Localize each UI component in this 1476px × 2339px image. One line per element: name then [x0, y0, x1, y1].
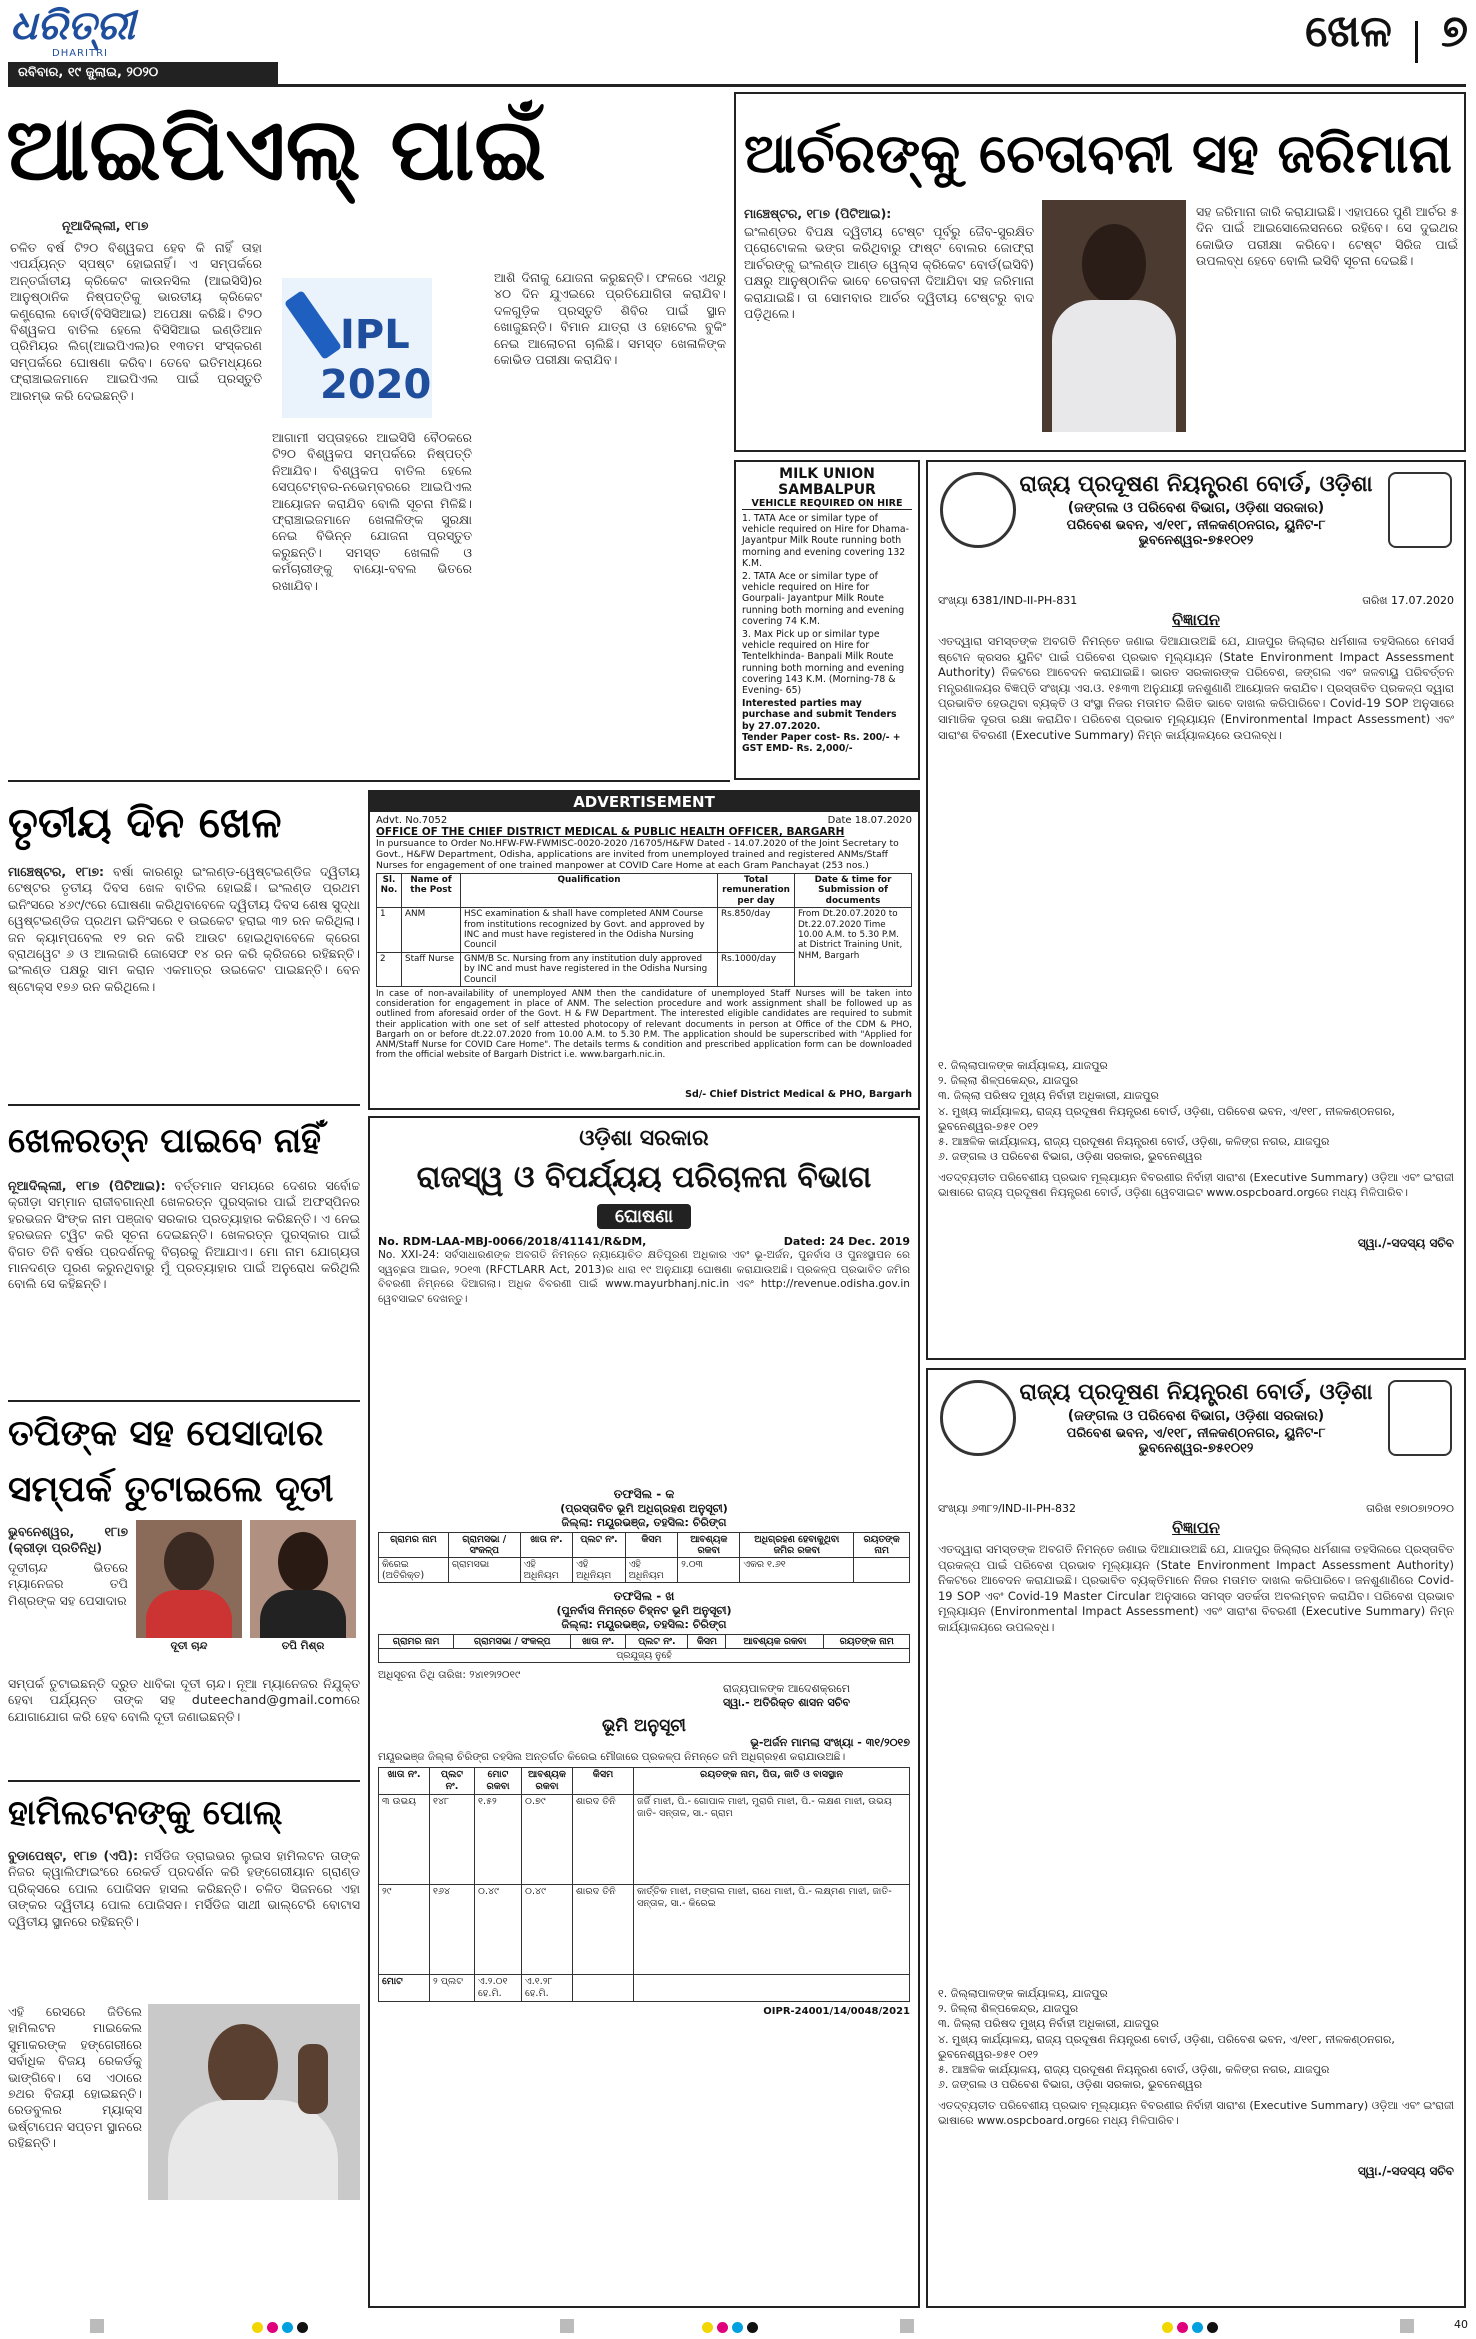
list-item: ୬. ଜଙ୍ଗଲ ଓ ପରିବେଶ ବିଭାଗ, ଓଡ଼ିଶା ସରକାର, ଭୁବନେଶ୍ୱର: [938, 2078, 1203, 2092]
pollution-ad-2-number: ସଂଖ୍ୟା ୬୩୮୨/IND-II-PH-832: [938, 1502, 1077, 1515]
revenue-dated: Dated: 24 Dec. 2019: [783, 1235, 910, 1248]
pollution-ad-2-list: [938, 1986, 1454, 2092]
dutee-dateline: ଭୁବନେଶ୍ୱର, ୧୮ା୭ (କ୍ରୀଡ଼ା ପ୍ରତିନିଧି): [8, 1524, 128, 1556]
cdmo-office: OFFICE OF THE CHIEF DISTRICT MEDICAL & PUBLIC HEALTH OFFICER, BARGARH: [376, 826, 845, 838]
masthead-rule: [8, 84, 1466, 87]
ipl-dateline: ନୂଆଦିଲ୍ଲୀ, ୧୮ା୭: [62, 218, 149, 233]
schedule-b-table: ଗ୍ରାମର ନାମ ଗ୍ରାମସଭା / ସଂକଳ୍ପ ଖାତା ନଂ. ପ୍ଲଟ ନଂ. କିସମ ଆବଶ୍ୟକ ରକବା ରୟତଙ୍କ ନାମ ପ୍ରଯୁଜ୍ୟ ନୁହେଁ: [378, 1634, 910, 1663]
milk-union-subtitle: SAMBALPUR: [778, 482, 876, 498]
revenue-oipr: OIPR-24001/14/0048/2021: [763, 2006, 910, 2017]
table-header: Qualification: [461, 874, 718, 908]
table-header: Sl. No.: [377, 874, 402, 908]
hamilton-headline: ହାମିଲଟନଙ୍କୁ ପୋଲ୍: [8, 1793, 283, 1833]
revenue-body: No. XXI-24: ସର୍ବସାଧାରଣଙ୍କ ଅବଗତି ନିମନ୍ତେ ନ୍ୟାୟୋଚିତ କ୍ଷତିପୂରଣ ଅଧିକାର ଏବଂ ଭୂ-ଅର୍ଜନ, ପୁନର୍ବାସ ଓ ପୁନଃସ୍ଥାପନ ରେ ସ୍ୱଚ୍ଛତା ଆଇନ, ୨୦୧୩ (RFCTLARR Act, 2013)ର ଧାରା ୧୯ ଅନୁଯାୟୀ ଘୋଷଣା କରାଯାଉଅଛି। ପ୍ରକଳ୍ପ ପ୍ରଭାବିତ ଜମିର ବିବରଣୀ ନିମ୍ନରେ ଦିଆଗଲା। ଅଧିକ ବିବରଣୀ ପାଇଁ www.mayurbhanj.nic.in ଏବଂ http://revenue.odisha.gov.in ୱେବସାଇଟ ଦେଖନ୍ତୁ।: [378, 1249, 910, 1305]
dutee-headline-2: ସମ୍ପର୍କ ତୁଟାଇଲେ ଦୂତୀ: [8, 1469, 334, 1510]
third-day-dateline: ମାଞ୍ଚେଷ୍ଟର, ୧୮ା୭:: [8, 864, 104, 879]
list-item: ୧. ଜିଲ୍ଲାପାଳଙ୍କ କାର୍ଯ୍ୟାଳୟ, ଯାଜପୁର: [938, 1059, 1108, 1072]
table-row: ପ୍ରଯୁଜ୍ୟ ନୁହେଁ: [379, 1649, 910, 1663]
hamilton-text: ମର୍ସିଡିଜ ଡ୍ରାଇଭର ଲୁଇସ ହାମିଲଟନ ତାଙ୍କ ନିଜର କ୍ୱାଲିଫାଇଂରେ ରେକର୍ଡ ପ୍ରଦର୍ଶନ କରି ହଙ୍ଗେରୀୟାନ ଗ୍ରାଣ୍ଡ ପ୍ରିକ୍ସରେ ପୋଲ ପୋଜିସନ ହାସଲ କରିଛନ୍ତି। ଚଳିତ ସିଜନରେ ଏହା ତାଙ୍କର ଦ୍ୱିତୀୟ ପୋଲ ପୋଜିସନ। ମର୍ସିଡିଜ ସାଥୀ ଭାଲ୍ଟେରି ବୋଟାସ ଦ୍ୱିତୀୟ ସ୍ଥାନରେ ରହିଛନ୍ତି।: [8, 1848, 360, 1929]
print-color-marks-center: [700, 2318, 820, 2334]
print-color-marks-right: [1160, 2318, 1280, 2334]
pollution-ad-1-list: [938, 1058, 1454, 1164]
pollution-ad-2-date: ତାରିଖ ୧୭ା୦୭ା୨୦୨୦: [1366, 1502, 1454, 1515]
table-header: Total remuneration per day: [718, 874, 795, 908]
tapi-caption: ତପି ମିଶ୍ର: [281, 1640, 325, 1652]
harbhajan-headline: ଖେଳରତ୍ନ ପାଇବେ ନାହିଁ: [8, 1121, 321, 1161]
cdmo-sign: Sd/- Chief District Medical & PHO, Bargarh: [685, 1089, 912, 1101]
pollution-ad-2-sign: ସ୍ୱା./-ସଦସ୍ୟ ସଚିବ: [1357, 2164, 1454, 2179]
milk-union-fee: Tender Paper cost- Rs. 200/- + GST EMD- Rs. 2,000/-: [742, 731, 901, 755]
list-item: ୬. ଜଙ୍ଗଲ ଓ ପରିବେଶ ବିଭାଗ, ଓଡ଼ିଶା ସରକାର, ଭୁବନେଶ୍ୱର: [938, 1150, 1203, 1164]
harbhajan-dateline: ନୂଆଦିଲ୍ଲୀ, ୧୮ା୭ (ପିଟିଆଇ):: [8, 1178, 166, 1193]
ipl-logo-text: IPL: [340, 312, 410, 358]
dutee-col-text: ଦୂତୀଚାନ୍ଦ ଭିତରେ ମ୍ୟାନେଜର ତପି ମିଶ୍ରଙ୍କ ସହ ପେସାଦାର: [8, 1560, 128, 1608]
schedule-b-sub: (ପୁନର୍ବାସ ନିମନ୍ତେ ଚିହ୍ନଟ ଭୂମି ଅନୁସୂଚୀ): [556, 1604, 732, 1617]
odisha-emblem-icon: [1388, 1380, 1452, 1456]
harbhajan-text: ବର୍ତ୍ତମାନ ସମୟରେ ଦେଶର ସର୍ବୋଚ୍ଚ କ୍ରୀଡ଼ା ସମ୍ମାନ ରାଜୀବଗାନ୍ଧୀ ଖେଳରତ୍ନ ପୁରସ୍କାର ପାଇଁ ଅଫସ୍ପିନର ହରଭଜନ ସିଂଙ୍କ ନାମ ପଞ୍ଜାବ ସରକାର ପ୍ରତ୍ୟାହାର କରିଛନ୍ତି। ଏ ନେଇ ହରଭଜନ ଟ୍ୱିଟ କରି ସୂଚନା ଦେଇଛନ୍ତି। ଖେଳରତ୍ନ ପୁରସ୍କାର ପାଇଁ ବିଗତ ତିନି ବର୍ଷର ପ୍ରଦର୍ଶନକୁ ବିଚାରକୁ ନିଆଯାଏ। ମୋ ନାମ ଯୋଗ୍ୟତା ମାନଦଣ୍ଡ ପୂରଣ କରୁନଥିବାରୁ ମୁଁ ପ୍ରତ୍ୟାହାର ପାଇଁ ଅନୁରୋଧ କରିଥିଲି ବୋଲି ସେ କହିଛନ୍ତି।: [8, 1178, 360, 1292]
milk-union-ad: [734, 460, 920, 780]
hamilton-body-2: ଏହି ରେସରେ ଜିତିଲେ ହାମିଲଟନ ମାଇକେଲ ସୁମାକରଙ୍କ ହଙ୍ଗେରୀରେ ସର୍ବାଧିକ ବିଜୟ ରେକର୍ଡକୁ ଭାଙ୍ଗିବେ। ସେ ଏଠାରେ ୭ଥର ବିଜୟୀ ହୋଇଛନ୍ତି। ରେଡବୁଲର ମ୍ୟାକ୍ସ ଭର୍ଷ୍ଟାପେନ ସପ୍ତମ ସ୍ଥାନରେ ରହିଛନ୍ତି।: [8, 2004, 142, 2151]
logo-subtitle: DHARITRI: [52, 48, 108, 59]
pollution-ad-2-closing: ଏତଦ୍ବ୍ୟତୀତ ପରିବେଶୀୟ ପ୍ରଭାବ ମୂଲ୍ୟାୟନ ବିବରଣୀର ନିର୍ବାହୀ ସାରାଂଶ (Executive Summary) ଓଡ଼ିଆ ଏବଂ ଇଂରାଜୀ ଭାଷାରେ www.ospcboard.orgରେ ମଧ୍ୟ ମିଳିପାରିବ।: [938, 2099, 1454, 2128]
table-row: ମୋଟ ୨ ପ୍ଲଟ ଏ.୨.୦୧ ହେ.ମି. ଏ.୧.୨୮ ହେ.ମି.: [379, 1975, 910, 2002]
archer-photo: [1042, 200, 1186, 432]
table-header: Name of the Post: [402, 874, 461, 908]
harbhajan-rule: [8, 1400, 360, 1402]
pollution-ad-1-closing: ଏତଦ୍ବ୍ୟତୀତ ପରିବେଶୀୟ ପ୍ରଭାବ ମୂଲ୍ୟାୟନ ବିବରଣୀର ନିର୍ବାହୀ ସାରାଂଶ (Executive Summary) ଓଡ଼ିଆ ଏବଂ ଇଂରାଜୀ ଭାଷାରେ ରାଜ୍ୟ ପ୍ରଦୂଷଣ ନିୟନ୍ତ୍ରଣ ବୋର୍ଡ, ଓଡ଼ିଶା ୱେବସାଇଟ www.ospcboard.orgରେ ମଧ୍ୟ ମିଳିପାରିବ।: [938, 1171, 1454, 1200]
archer-body-col2: ସହ ଜରିମାନା ଜାରି କରାଯାଇଛି। ଏହାପରେ ପୁଣି ଆର୍ଚର ୫ ଦିନ ପାଇଁ ଆଇସୋଲେସନରେ ରହିବେ। ସେ ଦୁଇଥର କୋଭିଡ ପରୀକ୍ଷା କରିବେ। ଟେଷ୍ଟ ସିରିଜ ପାଇଁ ଉପଲବ୍ଧ ହେବେ ବୋଲି ଇସିବି ସୂଚନା ଦେଇଛି।: [1196, 204, 1458, 269]
pollution-ad-2-title: ରାଜ୍ୟ ପ୍ରଦୂଷଣ ନିୟନ୍ତ୍ରଣ ବୋର୍ଡ, ଓଡ଼ିଶା: [1019, 1380, 1373, 1405]
schedule-a-sub: (ପ୍ରସ୍ତାବିତ ଭୂମି ଅଧିଗ୍ରହଣ ଅନୁସୂଚୀ): [560, 1502, 728, 1515]
footer-page-number: 40: [1454, 2318, 1468, 2331]
pollution-ad-2-body: ଏତଦ୍ୱାରା ସମସ୍ତଙ୍କ ଅବଗତି ନିମନ୍ତେ ଜଣାଇ ଦିଆଯାଉଅଛି ଯେ, ଯାଜପୁର ଜିଲ୍ଲାର ଧର୍ମଶାଳା ତହସିଲରେ ପ୍ରସ୍ତାବିତ ପ୍ରକଳ୍ପ ପାଇଁ ପରିବେଶ ପ୍ରଭାବ ମୂଲ୍ୟାୟନ (State Environment Impact Assessment Authority) ନିକଟରେ ଆବେଦନ କରାଯାଇଛି। ପ୍ରଭାବିତ ବ୍ୟକ୍ତିମାନେ ନିଜର ମତାମତ ଦାଖଲ କରିପାରିବେ। ଜନଶୁଣାଣିରେ Covid-19 SOP ଏବଂ Covid-19 Master Circular ଅନୁସାରେ ସମସ୍ତ ସତର୍କତା ଅବଲମ୍ବନ କରାଯିବ। ପରିବେଶ ପ୍ରଭାବ ମୂଲ୍ୟାୟନ (Environmental Impact Assessment) ଏବଂ ସାରାଂଶ ବିବରଣୀ (Executive Summary) ନିମ୍ନ କାର୍ଯ୍ୟାଳୟରେ ଉପଲବ୍ଧ।: [938, 1542, 1454, 1634]
cdmo-date: Date 18.07.2020: [827, 815, 912, 826]
table-row: ୩ ଉଭୟ ୧୪୮ ୧.୫୨ ୦.୭୯ ଶାରଦ ତିନି ଜର୍ଜି ମାଝୀ, ପି.- ଗୋପାଳ ମାଝୀ, ମୁରାରି ମାଝୀ, ପି.- ଲକ୍ଷଣ ମାଝୀ, ଉଭୟ ଜାତି- ସନ୍ତାଳ, ସା.- ଗ୍ରାମ: [379, 1795, 910, 1885]
revenue-order-by: ରାଜ୍ୟପାଳଙ୍କ ଆଦେଶକ୍ରମେ: [723, 1682, 850, 1695]
schedule-b-dist: ଜିଲ୍ଲା: ମୟୂରଭଞ୍ଜ, ତହସିଲ: ଚିରିଙ୍ଗ: [561, 1618, 727, 1631]
pollution-ad-1-number: ସଂଖ୍ୟା 6381/IND-II-PH-831: [938, 594, 1078, 607]
milk-union-tagline: VEHICLE REQUIRED ON HIRE: [742, 498, 912, 510]
logo-text: ଧରିତ୍ରୀ: [10, 3, 135, 49]
pollution-ad-1-sign: ସ୍ୱା./-ସଦସ୍ୟ ସଚିବ: [1357, 1236, 1454, 1251]
cdmo-banner: ADVERTISEMENT: [370, 792, 918, 812]
pollution-ad-2-address: ପରିବେଶ ଭବନ, ଏ/୧୧୮, ନୀଳକଣ୍ଠନଗର, ୟୁନିଟ-୮: [1066, 1426, 1326, 1441]
pollution-ad-1-subtitle: (ଜଙ୍ଗଲ ଓ ପରିବେଶ ବିଭାଗ, ଓଡ଼ିଶା ସରକାର): [1067, 500, 1325, 516]
cricket-bat-icon: [284, 290, 342, 360]
odisha-emblem-icon: [1388, 472, 1452, 548]
list-item: ୫. ଆଞ୍ଚଳିକ କାର୍ଯ୍ୟାଳୟ, ରାଜ୍ୟ ପ୍ରଦୂଷଣ ନିୟନ୍ତ୍ରଣ ବୋର୍ଡ, ଓଡ଼ିଶା, କଳିଙ୍ଗ ନଗର, ଯାଜପୁର: [938, 1135, 1330, 1149]
revenue-signatory: ସ୍ୱା.- ଅତିରିକ୍ତ ଶାସନ ସଚିବ: [723, 1696, 850, 1709]
list-item: ୪. ମୁଖ୍ୟ କାର୍ଯ୍ୟାଳୟ, ରାଜ୍ୟ ପ୍ରଦୂଷଣ ନିୟନ୍ତ୍ରଣ ବୋର୍ଡ, ଓଡ଼ିଶା, ପରିବେଶ ଭବନ, ଏ/୧୧୮, ନୀଳକଣ୍ଠନଗର, ଭୁବନେଶ୍ୱର-୭୫୧ ୦୧୨: [938, 2032, 1395, 2061]
schedule-a-title: ତଫସିଲ - କ: [613, 1487, 675, 1501]
page-number: ୭: [1441, 6, 1468, 57]
archer-dateline: ମାଞ୍ଚେଷ୍ଟର, ୧୮ା୭ (ପିଟିଆଇ):: [744, 206, 892, 221]
pollution-ad-2: [926, 1368, 1466, 2308]
list-item: ୨. ଜିଲ୍ଲା ଶିଳ୍ପକେନ୍ଦ୍ର, ଯାଜପୁର: [938, 2002, 1079, 2016]
table-row: କିରେଇ (ଅତିରିକ୍ତ) ଗ୍ରାମସଭା ଏହି ଅଧିନିୟମ ଏହି ଅଧିନିୟମ ଏହି ଅଧିନିୟମ ୨.୦୩ ଏକର ୧.୬୧: [379, 1558, 910, 1583]
print-gray-mark: [90, 2319, 104, 2333]
list-item: ୪. ମୁଖ୍ୟ କାର୍ଯ୍ୟାଳୟ, ରାଜ୍ୟ ପ୍ରଦୂଷଣ ନିୟନ୍ତ୍ରଣ ବୋର୍ଡ, ଓଡ଼ିଶା, ପରିବେଶ ଭବନ, ଏ/୧୧୮, ନୀଳକଣ୍ଠନଗର, ଭୁବନେଶ୍ୱର-୭୫୧ ୦୧୨: [938, 1104, 1395, 1133]
list-item: ୫. ଆଞ୍ଚଳିକ କାର୍ଯ୍ୟାଳୟ, ରାଜ୍ୟ ପ୍ରଦୂଷଣ ନିୟନ୍ତ୍ରଣ ବୋର୍ଡ, ଓଡ଼ିଶା, କଳିଙ୍ଗ ନଗର, ଯାଜପୁର: [938, 2063, 1330, 2077]
dutee-rule: [8, 1780, 360, 1782]
milk-union-footer: Interested parties may purchase and submit Tenders by 27.07.2020.: [742, 698, 897, 732]
cdmo-footer-text: In case of non-availability of unemployed ANM then the candidature of unemployed Staff Nurses will be taken into consideration for engagement in place of ANM. The selection procedure and work assignment shall be followed up as outlined from aforesaid order of the Govt. H & FW Department. The interested eligible candidates are required to submit their application with one set of self attested photocopy of relevant documents in person at Office of the CDM & PHO, Bargarh on or before dt.22.07.2020 from 10.00 A.M. to 5.30 P.M. The application should be superscribed with "Applied for ANM/Staff Nurse for COVID Care Home". The details terms & condition and prescribed application form can be downloaded from the official website of Bargarh District i.e. www.bargarh.nic.in.: [376, 989, 912, 1061]
cdmo-table: [376, 873, 912, 987]
land-table: ଖାତା ନଂ. ପ୍ଲଟ ନଂ. ମୋଟ ରକବା ଆବଶ୍ୟକ ରକବା କିସମ ରୟତଙ୍କ ନାମ, ପିତା, ଜାତି ଓ ବାସସ୍ଥାନ ୩ ଉଭୟ ୧୪୮ ୧.୫୨ ୦.୭୯ ଶାରଦ ତିନି ଜର୍ଜି ମାଝୀ, ପି.- ଗୋପାଳ ମାଝୀ, ମୁରାରି ମାଝୀ, ପି.- ଲକ୍ଷଣ ମାଝୀ, ଉଭୟ ଜାତି- ସନ୍ତାଳ, ସା.- ଗ୍ରାମ ୨୯ ୧୬୪ ୦.୪୯ ୦.୪୯ ଶାରଦ ତିନି କାର୍ତ୍ତିକ ମାଝୀ, ମଙ୍ଗଲ ମାଝୀ, ରାଧେ ମାଝୀ, ପି.- ଲକ୍ଷ୍ମଣ ମାଝୀ, ଜାତି- ସନ୍ତାଳ, ସା.- କିରେଇ ମୋଟ ୨ ପ୍ଲଟ ଏ.୨.୦୧ ହେ.ମି. ଏ.୧.୨୮ ହେ.ମି.: [378, 1767, 910, 2002]
revenue-dept: ରାଜସ୍ୱ ଓ ବିପର୍ଯ୍ୟୟ ପରିଚାଳନା ବିଭାଗ: [416, 1160, 872, 1195]
ipl-headline: ଆଇପିଏଲ୍ ପାଇଁ: [6, 100, 546, 200]
pollution-ad-1-city: ଭୁବନେଶ୍ୱର-୭୫୧୦୧୨: [1138, 533, 1254, 548]
harbhajan-body: [8, 1178, 360, 1398]
revenue-ref-no: No. RDM-LAA-MBJ-0066/2018/41141/R&DM,: [378, 1235, 647, 1248]
list-item: ୩. ଜିଲ୍ଲା ପରିଷଦ ମୁଖ୍ୟ ନିର୍ବାହୀ ଅଧିକାରୀ, ଯାଜପୁର: [938, 1089, 1159, 1103]
print-gray-mark: [560, 2319, 574, 2333]
dutee-headline-1: ତପିଙ୍କ ସହ ପେସାଦାର: [8, 1413, 324, 1454]
archer-headline: ଆର୍ଚରଙ୍କୁ ଚେତାବନୀ ସହ ଜରିମାନା: [744, 122, 1452, 185]
hamilton-body: [8, 1848, 360, 1998]
milk-union-item-2: 2. TATA Ace or similar type of vehicle required on Hire for Gourpali- Jayantpur Milk Route running both morning and evening covering 74 K.M.: [742, 571, 905, 627]
third-day-rule: [8, 1104, 360, 1106]
list-item: ୧. ଜିଲ୍ଲାପାଳଙ୍କ କାର୍ଯ୍ୟାଳୟ, ଯାଜପୁର: [938, 1987, 1108, 2000]
pollution-ad-1: [926, 460, 1466, 1360]
third-day-headline: ତୃତୀୟ ଦିନ ଖେଳ: [8, 798, 282, 847]
dutee-photo: [136, 1520, 242, 1638]
ipl-logo-year: 2020: [320, 362, 432, 408]
table-row: ୨୯ ୧୬୪ ୦.୪୯ ୦.୪୯ ଶାରଦ ତିନି କାର୍ତ୍ତିକ ମାଝୀ, ମଙ୍ଗଲ ମାଝୀ, ରାଧେ ମାଝୀ, ପି.- ଲକ୍ଷ୍ମଣ ମାଝୀ, ଜାତି- ସନ୍ତାଳ, ସା.- କିରେଇ: [379, 1885, 910, 1975]
pollution-ad-1-date: ତାରିଖ 17.07.2020: [1362, 594, 1454, 607]
schedule-a-table: ଗ୍ରାମର ନାମ ଗ୍ରାମସଭା / ସଂକଳ୍ପ ଖାତା ନଂ. ପ୍ଲଟ ନଂ. କିସମ ଆବଶ୍ୟକ ରକବା ଅଧିଗ୍ରହଣ ହେବାକୁଥିବା ଜମିର ରକବା ରୟତଙ୍କ ନାମ କିରେଇ (ଅତିରିକ୍ତ) ଗ୍ରାମସଭା ଏହି ଅଧିନିୟମ ଏହି ଅଧିନିୟମ ଏହି ଅଧିନିୟମ ୨.୦୩ ଏକର ୧.୬୧: [378, 1532, 910, 1583]
revenue-banner: ଘୋଷଣା: [597, 1204, 691, 1229]
ipl-body-col1: ଚଳିତ ବର୍ଷ ଟି୨୦ ବିଶ୍ୱକପ ହେବ କି ନାହିଁ ତାହା ଏପର୍ଯ୍ୟନ୍ତ ସ୍ପଷ୍ଟ ହୋଇନାହିଁ। ଏ ସମ୍ପର୍କରେ ଅନ୍ତର୍ଜାତୀୟ କ୍ରିକେଟ କାଉନସିଲ (ଆଇସିସି)ର ଆନୁଷ୍ଠାନିକ ନିଷ୍ପତ୍ତିକୁ ଭାରତୀୟ କ୍ରିକେଟ କଣ୍ଟ୍ରୋଲ ବୋର୍ଡ(ବିସିସିଆଇ) ଅପେକ୍ଷା କରିଛି। ଟି୨୦ ବିଶ୍ୱକପ ବାତିଲ ହେଲେ ବିସିସିଆଇ ଇଣ୍ଡିଆନ ପ୍ରିମିୟର ଲିଗ୍(ଆଇପିଏଲ)ର ୧୩ତମ ସଂସ୍କରଣ ସମ୍ପର୍କରେ ଘୋଷଣା କରିବ। ତେବେ ଇତିମଧ୍ୟରେ ଫ୍ରାଞ୍ଚାଇଜମାନେ ଆଇପିଏଲ ପାଇଁ ପ୍ରସ୍ତୁତି ଆରମ୍ଭ କରି ଦେଇଛନ୍ତି।: [10, 240, 262, 403]
cdmo-intro: In pursuance to Order No.HFW-FW-FWMISC-0020-2020 /16705/H&FW Dated - 14.07.2020 of the Joint Secretary to Govt., H&FW Department, Odisha, applications are invited from unemployed trained and registered ANMs/Staff Nurses for engagement of one trained manpower at COVID Care Home at each Gram Panchayat (253 nos.): [376, 838, 899, 871]
pollution-ad-1-address: ପରିବେଶ ଭବନ, ଏ/୧୧୮, ନୀଳକଣ୍ଠନଗର, ୟୁନିଟ-୮: [1066, 518, 1326, 533]
milk-union-item-3: 3. Max Pick up or similar type vehicle required on Hire for Tentelkhinda- Banpali Milk Route running both morning and evening covering 143 K.M. (Morning-78 & Evening- 65): [742, 629, 905, 697]
cdmo-advt-no: Advt. No.7052: [376, 815, 448, 826]
section-name: ଖେଳ: [1305, 6, 1392, 57]
dutee-caption: ଦୂତୀ ଚାନ୍ଦ: [170, 1640, 208, 1652]
print-gray-mark: [900, 2319, 914, 2333]
board-emblem-icon: [940, 472, 1016, 548]
milk-union-title: MILK UNION: [779, 466, 875, 482]
milk-union-item-1: 1. TATA Ace or similar type of vehicle required on Hire for Dhama- Jayantpur Milk Route running both morning and evening covering 132 K.M.: [742, 513, 909, 569]
archer-body-col1: ଇଂଲଣ୍ଡର ବିପକ୍ଷ ଦ୍ୱିତୀୟ ଟେଷ୍ଟ ପୂର୍ବରୁ ଜୈବ-ସୁରକ୍ଷିତ ପ୍ରୋଟୋକଲ ଭଙ୍ଗ କରିଥିବାରୁ ଫାଷ୍ଟ ବୋଲର ଜୋଫ୍ରା ଆର୍ଚରଙ୍କୁ ଇଂଲଣ୍ଡ ଆଣ୍ଡ ୱେଲ୍ସ କ୍ରିକେଟ ବୋର୍ଡ(ଇସିବି) ପକ୍ଷରୁ ଆନୁଷ୍ଠାନିକ ଭାବେ ଚେତାବନୀ ଦିଆଯିବା ସହ ଜରିମାନା କରାଯାଇଛି। ତା ସୋମବାର ଆର୍ଚର ଦ୍ୱିତୀୟ ଟେଷ୍ଟରୁ ବାଦ ପଡ଼ିଥିଲେ।: [744, 224, 1034, 322]
masthead-logo: [10, 4, 160, 60]
revenue-govt: ଓଡ଼ିଶା ସରକାର: [579, 1126, 709, 1151]
table-header: Date & time for Submission of documents: [795, 874, 912, 908]
land-title: ଭୂମି ଅନୁସୂଚୀ: [601, 1716, 687, 1736]
list-item: ୨. ଜିଲ୍ଲା ଶିଳ୍ପକେନ୍ଦ୍ର, ଯାଜପୁର: [938, 1074, 1079, 1088]
board-emblem-icon: [940, 1380, 1016, 1456]
dutee-body: ସମ୍ପର୍କ ତୁଟାଇଛନ୍ତି ଦ୍ରୁତ ଧାବିକା ଦୂତୀ ଚାନ୍ଦ। ନୂଆ ମ୍ୟାନେଜର ନିଯୁକ୍ତ ହେବା ପର୍ଯ୍ୟନ୍ତ ତାଙ୍କ ସହ duteechand@gmail.comରେ ଯୋଗାଯୋଗ କରି ହେବ ବୋଲି ଦୂତୀ ଜଣାଇଛନ୍ତି।: [8, 1676, 360, 1724]
schedule-a-dist: ଜିଲ୍ଲା: ମୟୂରଭଞ୍ଜ, ତହସିଲ: ଚିରିଙ୍ଗ: [561, 1516, 727, 1529]
print-gray-mark: [1400, 2319, 1414, 2333]
third-day-text: ବର୍ଷା କାରଣରୁ ଇଂଲଣ୍ଡ-ୱେଷ୍ଟଇଣ୍ଡିଜ ଦ୍ୱିତୀୟ ଟେଷ୍ଟର ତୃତୀୟ ଦିବସ ଖେଳ ବାତିଲ ହୋଇଛି। ଇଂଲଣ୍ଡ ପ୍ରଥମ ଇନିଂସରେ ୪୬୯/୯ରେ ଘୋଷଣା କରିଥିବାବେଳେ ଦ୍ୱିତୀୟ ଦିବସ ଶେଷ ସୁଦ୍ଧା ୱେଷ୍ଟଇଣ୍ଡିଜ ପ୍ରଥମ ଇନିଂସରେ ୧ ଉଇକେଟ ହରାଇ ୩୨ ରନ କରିଥିଲା। ଜନ କ୍ୟାମ୍ପବେଲ ୧୨ ରନ କରି ଆଉଟ ହୋଇଥିବାବେଳେ କ୍ରେଗ ବ୍ରାଥୱେଟ ୬ ଓ ଆଲଜାରି ଜୋସେଫ ୧୪ ରନ କରି କ୍ରିଜରେ ରହିଛନ୍ତି। ଇଂଲଣ୍ଡ ପକ୍ଷରୁ ସାମ କରାନ ଏକମାତ୍ର ଉଇକେଟ ପାଇଛନ୍ତି। ବେନ ଷ୍ଟୋକ୍ସ ୧୭୬ ରନ କରିଥିଲେ।: [8, 864, 360, 994]
revenue-ad: [368, 1116, 920, 2308]
ipl-body-col3: ଆଶି ଦିନାକୁ ଯୋଜନା କରୁଛନ୍ତି। ଫଳରେ ଏଥରୁ ୪୦ ଦିନ ଯୁଏଇରେ ପ୍ରତିଯୋଗିତା କରାଯିବ। ଦଳଗୁଡ଼ିକ ପ୍ରସ୍ତୁତି ଶିବିର ପାଇଁ ସ୍ଥାନ ଖୋଜୁଛନ୍ତି। ବିମାନ ଯାତ୍ରା ଓ ହୋଟେଲ ବୁକିଂ ନେଇ ଆଲୋଚନା ଚାଲିଛି। ସମସ୍ତ ଖେଳାଳିଙ୍କ କୋଭିଡ ପରୀକ୍ଷା କରାଯିବ।: [494, 270, 726, 368]
land-intro: ମୟୂରଭଞ୍ଜ ଜିଲ୍ଲା ଚିରିଙ୍ଗ ତହସିଲ ଅନ୍ତର୍ଗତ କିରେଇ ମୌଜାରେ ପ୍ରକଳ୍ପ ନିମନ୍ତେ ଜମି ଅଧିଗ୍ରହଣ କରାଯାଉଅଛି।: [378, 1751, 846, 1763]
hamilton-photo: [148, 2004, 360, 2200]
ipl-bottom-rule: [8, 780, 730, 782]
pollution-ad-2-city: ଭୁବନେଶ୍ୱର-୭୫୧୦୧୨: [1138, 1441, 1254, 1456]
list-item: ୩. ଜିଲ୍ଲା ପରିଷଦ ମୁଖ୍ୟ ନିର୍ବାହୀ ଅଧିକାରୀ, ଯାଜପୁର: [938, 2017, 1159, 2031]
land-case-no: ଭୂ-ଅର୍ଜନ ମାମଲା ସଂଖ୍ୟା - ୩୧/୨୦୧୭: [750, 1736, 910, 1749]
pollution-ad-1-notice: ବିଜ୍ଞାପନ: [1172, 610, 1220, 629]
pollution-ad-2-notice: ବିଜ୍ଞାପନ: [1172, 1518, 1220, 1537]
tapi-photo: [250, 1520, 356, 1638]
pollution-ad-1-title: ରାଜ୍ୟ ପ୍ରଦୂଷଣ ନିୟନ୍ତ୍ରଣ ବୋର୍ଡ, ଓଡ଼ିଶା: [1019, 472, 1373, 497]
pollution-ad-1-body: ଏତଦ୍ୱାରା ସମସ୍ତଙ୍କ ଅବଗତି ନିମନ୍ତେ ଜଣାଇ ଦିଆଯାଉଅଛି ଯେ, ଯାଜପୁର ଜିଲ୍ଲାର ଧର୍ମଶାଳା ତହସିଲରେ ମେସର୍ସ ଷ୍ଟୋନ କ୍ରସର ୟୁନିଟ ପାଇଁ ପରିବେଶ ପ୍ରଭାବ ମୂଲ୍ୟାୟନ (State Environment Impact Assessment Authority) ନିକଟରେ ଆବେଦନ କରାଯାଇଛି। ଭାରତ ସରକାରଙ୍କ ପରିବେଶ, ଜଙ୍ଗଲ ଏବଂ ଜଳବାୟୁ ପରିବର୍ତ୍ତନ ମନ୍ତ୍ରଣାଳୟର ବିଜ୍ଞପ୍ତି ସଂଖ୍ୟା ଏସ.ଓ. ୧୫୩୩ ଅନୁଯାୟୀ ଜନଶୁଣାଣି ଆୟୋଜନ କରାଯିବ। ପ୍ରସ୍ତାବିତ ପ୍ରକଳ୍ପ ଦ୍ୱାରା ପ୍ରଭାବିତ ହେଉଥିବା ବ୍ୟକ୍ତି ଓ ସଂସ୍ଥା ନିଜର ମତାମତ ଲିଖିତ ଭାବେ ଦାଖଲ କରିପାରିବେ। Covid-19 SOP ଅନୁସାରେ ସାମାଜିକ ଦୂରତା ରକ୍ଷା କରାଯିବ। ପରିବେଶ ପ୍ରଭାବ ମୂଲ୍ୟାୟନ (Environmental Impact Assessment) ଏବଂ ସାରାଂଶ ବିବରଣୀ (Executive Summary) ନିମ୍ନ କାର୍ଯ୍ୟାଳୟରେ ଉପଲବ୍ଧ।: [938, 634, 1454, 742]
table-row: 2 Staff Nurse GNM/B Sc. Nursing from any institution duly approved by INC and must have registered in the Odisha Nursing Council Rs.1000/day: [377, 952, 912, 986]
print-color-marks-left: [250, 2318, 370, 2334]
schedule-b-title: ତଫସିଲ - ଖ: [613, 1589, 675, 1603]
masthead-date: ରବିବାର, ୧୯ ଜୁଲାଇ, ୨୦୨୦: [8, 62, 278, 84]
third-day-body: [8, 864, 360, 1094]
ipl-logo: [282, 278, 432, 418]
hamilton-dateline: ବୁଡାପେଷ୍ଟ, ୧୮ା୭ (ଏପି):: [8, 1848, 139, 1863]
table-row: 1 ANM HSC examination & shall have completed ANM Course from institutions recognized by Govt. and approved by INC and must have registered in the Odisha Nursing Council Rs.850/day From Dt.20.07.2020 to Dt.22.07.2020 Time 10.00 A.M. to 5.30 P.M. at District Training Unit, NHM, Bargarh: [377, 908, 912, 953]
pollution-ad-2-subtitle: (ଜଙ୍ଗଲ ଓ ପରିବେଶ ବିଭାଗ, ଓଡ଼ିଶା ସରକାର): [1067, 1408, 1325, 1424]
section-title: [1218, 6, 1468, 76]
revenue-order-line: ଅଧିସୂଚନା ତିଥି ତାରିଖ: ୨୪ା୧୨ା୨୦୧୯: [378, 1669, 521, 1681]
ipl-body-col2: ଆଗାମୀ ସପ୍ତାହରେ ଆଇସିସି ବୈଠକରେ ଟି୨୦ ବିଶ୍ୱକପ ସମ୍ପର୍କରେ ନିଷ୍ପତ୍ତି ନିଆଯିବ। ବିଶ୍ୱକପ ବାତିଲ ହେଲେ ସେପ୍ଟେମ୍ବର-ନଭେମ୍ବରରେ ଆଇପିଏଲ ଆୟୋଜନ କରାଯିବ ବୋଲି ସୂଚନା ମିଳିଛି। ଫ୍ରାଞ୍ଚାଇଜମାନେ ଖେଳାଳିଙ୍କ ସୁରକ୍ଷା ନେଇ ବିଭିନ୍ନ ଯୋଜନା ପ୍ରସ୍ତୁତ କରୁଛନ୍ତି। ସମସ୍ତ ଖେଳାଳି ଓ କର୍ମଚାରୀଙ୍କୁ ବାୟୋ-ବବଲ ଭିତରେ ରଖାଯିବ।: [272, 430, 472, 593]
cdmo-ad: [368, 790, 920, 1110]
